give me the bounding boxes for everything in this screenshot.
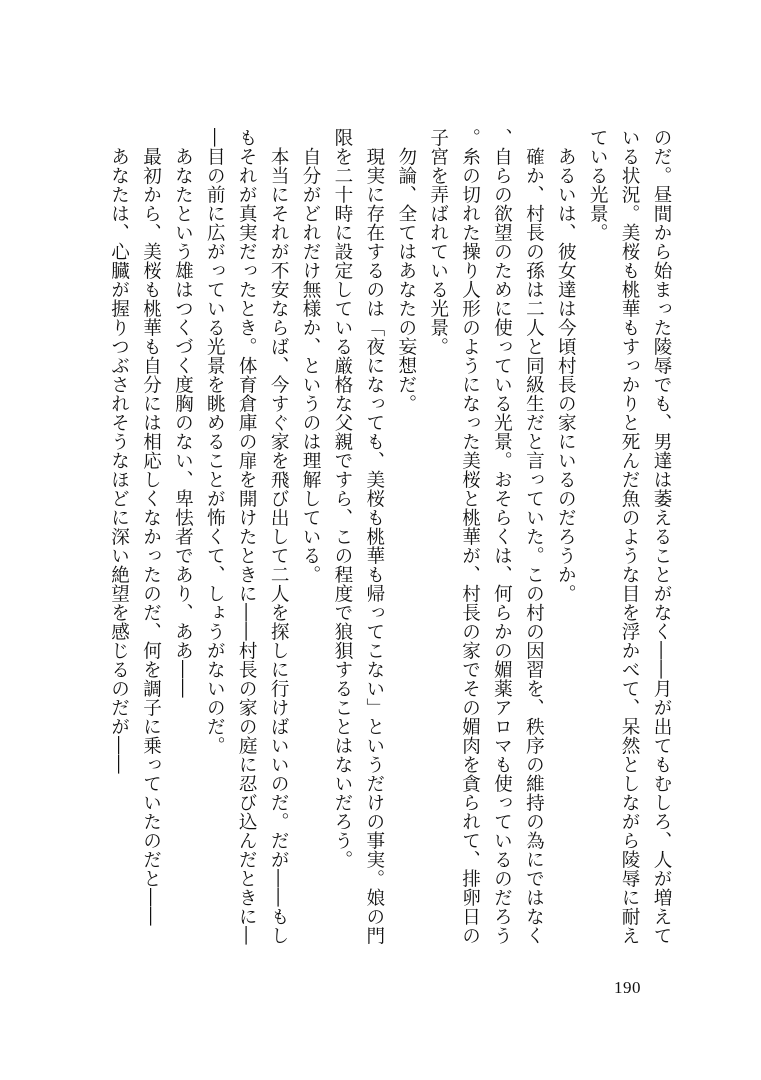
paragraph-4: 勿論、全てはあなたの妄想だ。 (395, 146, 417, 413)
paragraph-3: 確か、村長の孫は二人と同級生だと言っていた。この村の因習を、秩序の維持の為にではなく、自らの欲望のために使っている光景。おそらくは、何らかの媚薬アロマも使っているのだろう。糸の切れた操り人形のようになった美桜と桃華が、村長の家でその媚肉を貪られて、排卵日の子宮を弄ばれている光景。 (427, 128, 545, 945)
paragraph-8: あなたという雄はつくづく度胸のない、卑怯者であり、ああ―― (172, 146, 194, 698)
paragraph-2: あるいは、彼女達は今頃村長の家にいるのだろうか。 (555, 146, 577, 603)
paragraph-5: 現実に存在するのは「夜になっても、美桜も桃華も帰ってこない」というだけの事実。娘の門限を二十時に設定している厳格な父親ですら、この程度で狼狽することはないだろう。 (331, 128, 385, 945)
page-number: 190 (614, 978, 641, 997)
paragraph-6: 自分がどれだけ無様か、というのは理解している。 (300, 146, 322, 584)
vertical-text-body (108, 128, 677, 958)
paragraph-10: あなたは、心臓が握りつぶされそうなほどに深い絶望を感じるのだが―― (108, 146, 130, 774)
paragraph-1: のだ。昼間から始まった陵辱でも、男達は萎えることがなく――月が出てもむしろ、人が増えている状況。美桜も桃華もすっかりと死んだ魚のような目を浮かべて、呆然としながら陵辱に耐えている光景。 (587, 128, 672, 945)
paragraph-9: 最初から、美桜も桃華も自分には相応しくなかったのだ、何を調子に乗っていたのだと―― (140, 146, 162, 926)
paragraph-7: 本当にそれが不安ならば、今すぐ家を飛び出して二人を探しに行けばいいのだ。だが――もしもそれが真実だったとき。体育倉庫の扉を開けたときに――村長の家の庭に忍び込んだときに――目の前に広がっている光景を眺めることが怖くて、しょうがないのだ。 (204, 128, 290, 945)
